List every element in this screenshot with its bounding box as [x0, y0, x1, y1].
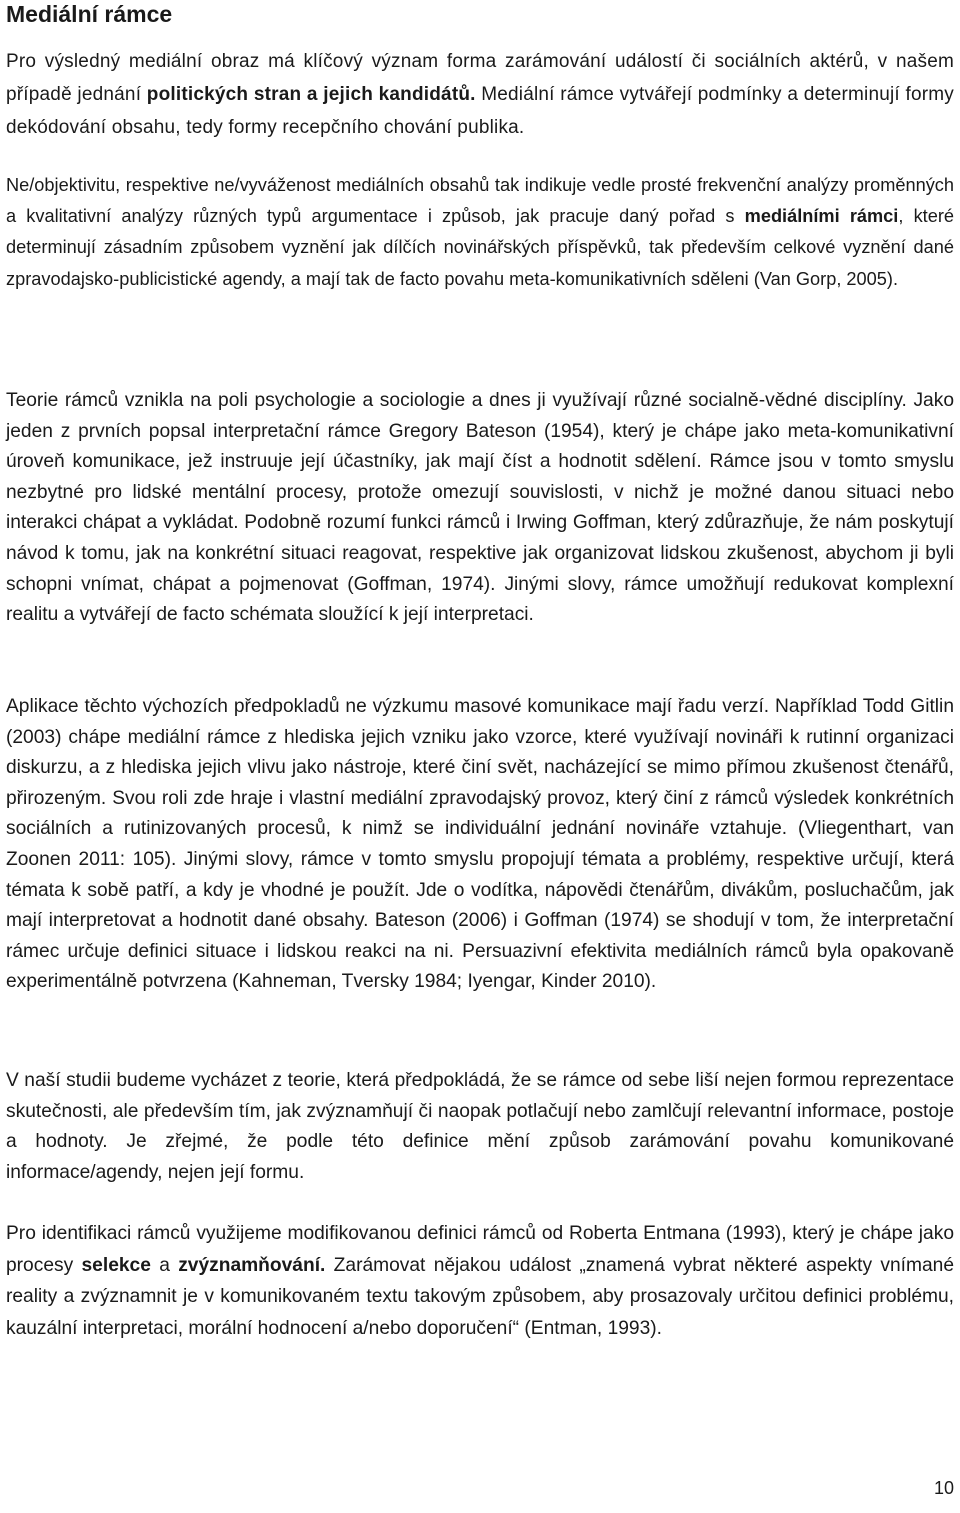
paragraph-applications: Aplikace těchto výchozích předpokladů ne výzkumu masové komunikace mají řadu verzí. Například Todd Gitlin (2003) chápe mediální rámce z hlediska jejich vzniku jako vzorce, které využívají novináři k rutinní organizaci diskurzu, a z hlediska jejich vlivu jako nástroje, které činí svět, nacházející se mimo přímou zkušenost čtenářů, přirozeným. Svou roli zde hraje i vlastní mediální zpravodajský provoz, který činí z rámců výsledek konkrétních sociálních a rutinizovaných procesů, k nimž se individuální jednání novináře vztahuje. (Vliegenthart, van Zoonen 2011: 105). Jinými slovy, rámce v tomto smyslu propojují témata a problémy, respektive určují, která témata k sobě patří, a kdy je vhodné je použít. Jde o vodítka, nápovědi čtenářům, divákům, posluchačům, jak mají interpretovat a hodnotit dané obsahy. Bateson (2006) i Goffman (1974) se shodují v tom, že interpretační rámec určuje definici situace i lidskou reakci na ni. Persuazivní efektivita mediálních rámců byla opakovaně experimentálně potvrzena (Kahneman, Tversky 1984; Iyengar, Kinder 2010).	[6, 696, 954, 993]
emphasis-text: mediálními rámci	[744, 206, 899, 227]
section-heading: Mediální rámce	[6, 1, 173, 27]
paragraph-intro: Pro výsledný mediální obraz má klíčový význam forma zarámování událostí či sociálních aktérů, v našem případě jednání politických stran a jejich kandidátů. Mediální rámce vytvářejí podmínky a determinují formy dekódování obsahu, tedy formy recepčního chování publika.	[6, 51, 954, 138]
emphasis-text: zvýznamňování.	[178, 1254, 326, 1276]
paragraph-study-approach: V naší studii budeme vycházet z teorie, která předpokládá, že se rámce od sebe liší nejen formou reprezentace skutečnosti, ale především tím, jak zvýznamňují či naopak potlačují nebo zamlčují relevantní informace, postoje a hodnoty. Je zřejmé, že podle této definice mění způsob zarámování povahu komunikované informace/agendy, nejen její formu.	[6, 1070, 954, 1183]
emphasis-text: selekce	[81, 1254, 151, 1276]
emphasis-text: politických stran a jejich kandidátů.	[146, 84, 476, 105]
paragraph-frame-theory: Teorie rámců vznikla na poli psychologie a sociologie a dnes ji využívají různé socialně-vědné disciplíny. Jako jeden z prvních popsal interpretační rámce Gregory Bateson (1954), který je chápe jako meta-komunikativní úroveň komunikace, jež instruuje její účastníky, jak mají číst a hodnotit sdělení. Rámce jsou v tomto smyslu nezbytné pro lidské mentální procesy, protože omezují souvislosti, v nichž je možné danou situaci nebo interakci chápat a vykládat. Podobně rozumí funkci rámců i Irwing Goffman, který zdůrazňuje, že nám poskytují návod k tomu, jak na konkrétní situaci reagovat, respektive jak organizovat lidskou zkušenost, abychom ji byli schopni vnímat, chápat a pojmenovat (Goffman, 1974). Jinými slovy, rámce umožňují redukovat komplexní realitu a vytvářejí de facto schémata sloužící k její interpretaci.	[6, 390, 954, 626]
paragraph-objectivity: Ne/objektivitu, respektive ne/vyváženost mediálních obsahů tak indikuje vedle prosté frekvenční analýzy proměnných a kvalitativní analýzy různých typů argumentace i způsob, jak pracuje daný pořad s mediálními rámci, které determinují zásadním způsobem vyznění jak dílčích novinářských příspěvků, tak především celkové vyznění dané zpravodajsko-publicistické agendy, a mají tak de facto povahu meta-komunikativních sděleni (Van Gorp, 2005).	[6, 175, 955, 289]
paragraph-entman-definition: Pro identifikaci rámců využijeme modifikovanou definici rámců od Roberta Entmana (1993), který je chápe jako procesy selekce a zvýznamňování. Zarámovat nějakou událost „znamená vybrat některé aspekty vnímané reality a zvýznamnit je v komunikovaném textu takovým způsobem, aby prosazovaly určitou definici problému, kauzální interpretaci, morální hodnocení a/nebo doporučení“ (Entman, 1993).	[6, 1223, 955, 1339]
page-number: 10	[933, 1478, 954, 1498]
